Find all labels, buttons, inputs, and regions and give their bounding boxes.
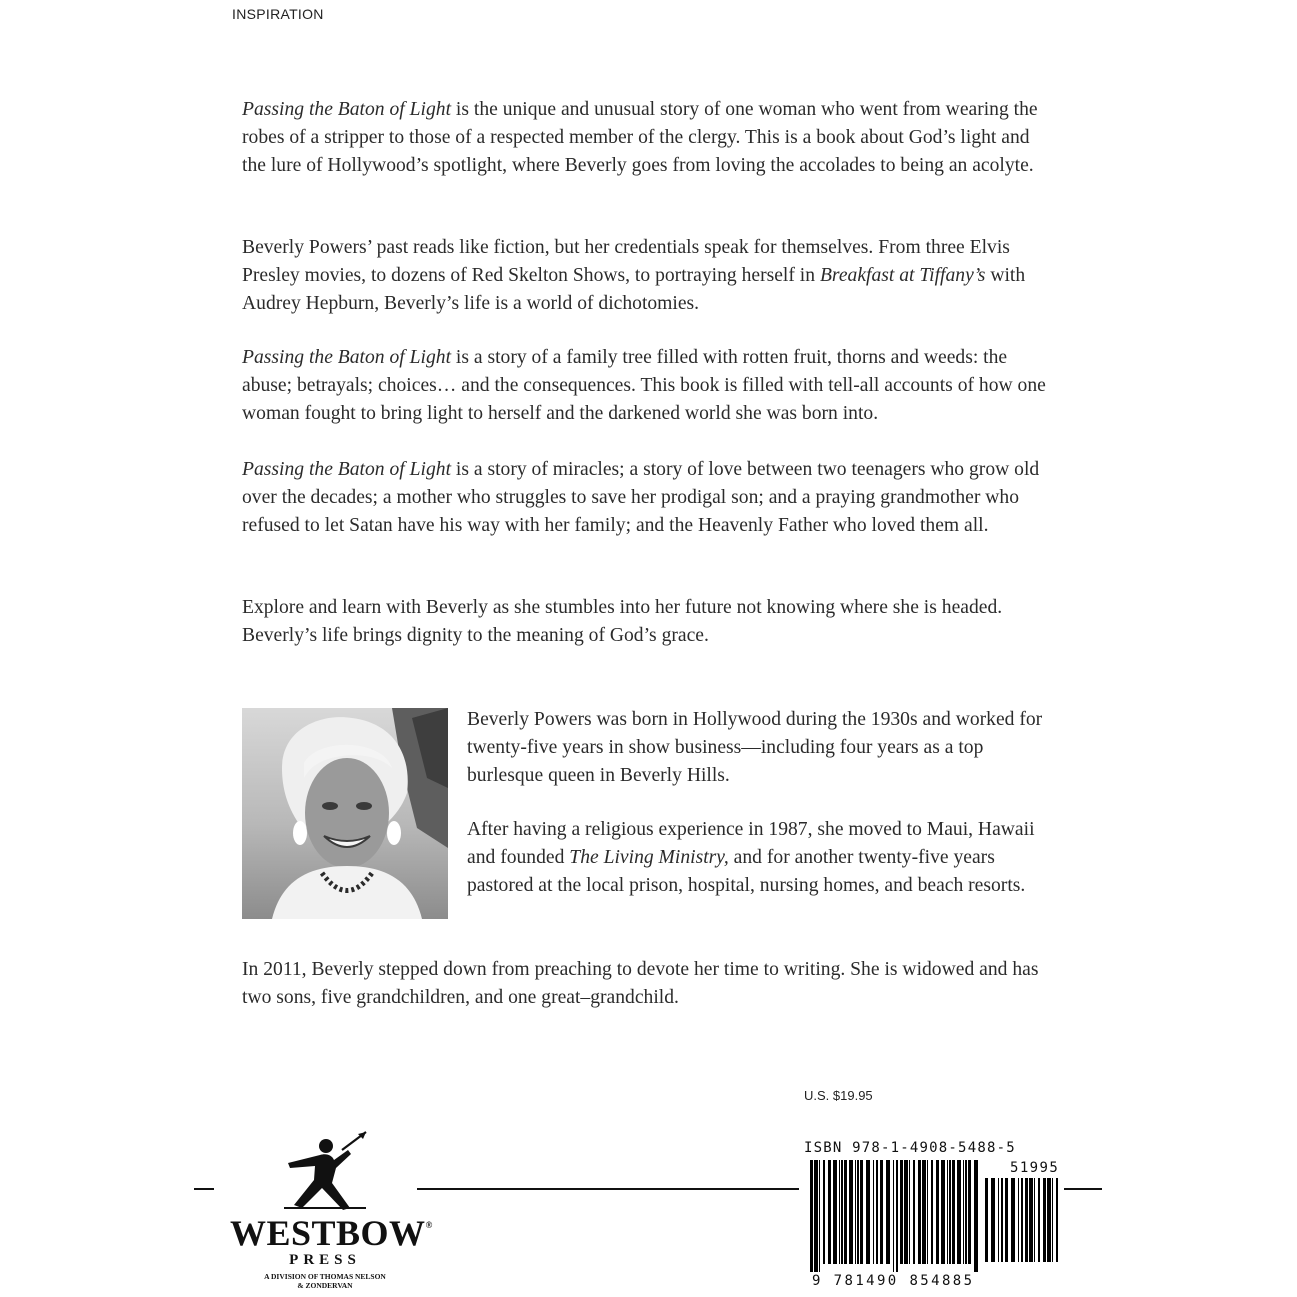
barcode-bar — [918, 1160, 921, 1264]
barcode-bar — [839, 1160, 840, 1264]
price-label: U.S. $19.95 — [804, 1088, 873, 1103]
barcode-bar — [974, 1160, 978, 1272]
barcode-bar — [1047, 1178, 1051, 1262]
barcode-bar — [965, 1160, 967, 1264]
barcode-bar — [952, 1160, 955, 1264]
barcode-bar — [819, 1160, 820, 1272]
barcode-bar — [991, 1178, 995, 1262]
category-label: INSPIRATION — [232, 6, 324, 22]
barcode-bar — [1029, 1178, 1033, 1262]
addon-barcode — [985, 1178, 1059, 1270]
barcode-bar — [1034, 1178, 1035, 1262]
blurb-text: with Audrey Hepburn, Beverly’s life is a world of dichotomies. — [242, 265, 1026, 314]
barcode-bar — [860, 1160, 863, 1264]
barcode-bar — [949, 1160, 951, 1264]
blurb-paragraph-4 — [242, 456, 1057, 540]
blurb-paragraph-5 — [242, 594, 1057, 650]
blurb-text: is a story of miracles; a story of love between two teenagers who grow old over the decades; a mother who struggles to save her prodigal son; and a praying grandmother who refused to let Satan have his way with her family; and the Heavenly Father who loved them all. — [242, 459, 1040, 536]
barcode-bar — [947, 1160, 948, 1264]
barcode-bar — [1056, 1178, 1058, 1262]
barcode-bar — [927, 1160, 928, 1264]
barcode-bar — [810, 1160, 813, 1272]
blurb-text: Explore and learn with Beverly as she stumbles into her future not knowing where she is headed. Beverly’s life brings dignity to the meaning of God’s grace. — [242, 597, 1003, 646]
bio-paragraph-2 — [467, 816, 1059, 900]
isbn-label: ISBN 978-1-4908-5488-5 — [804, 1140, 1016, 1156]
barcode-bar — [913, 1160, 915, 1264]
blurb-text: is the unique and unusual story of one woman who went from wearing the robes of a stripper to those of a respected member of the clergy. This is a book about God’s light and the lure of Hollywood’s spotlight, where Beverly goes from loving the accolades to being an acolyte. — [242, 99, 1038, 176]
division-line-2: & ZONDERVAN — [297, 1281, 353, 1290]
barcode-bar — [814, 1160, 818, 1272]
barcode-bar — [1025, 1178, 1028, 1262]
bio-text: Beverly Powers was born in Hollywood during the 1930s and worked for twenty-five years in show business—including four years as a top burlesque queen in Beverly Hills. — [467, 709, 1043, 786]
barcode-bar — [985, 1178, 988, 1262]
blurb-paragraph-3 — [242, 344, 1057, 428]
barcode-bar — [823, 1160, 825, 1264]
barcode-bar — [1021, 1178, 1023, 1262]
blurb-text: Beverly Powers’ past reads like fiction, but her credentials speak for themselves. From three Elvis Presley movies, to dozens of Red Skelton Shows, to portraying herself in — [242, 237, 1010, 286]
barcode-bar — [857, 1160, 859, 1264]
barcode-bar — [1018, 1178, 1019, 1262]
blurb-paragraph-2 — [242, 234, 1057, 318]
barcode-bar — [855, 1160, 856, 1264]
bio-paragraph-1 — [467, 706, 1059, 790]
barcode-bar — [880, 1160, 883, 1264]
bio-paragraph-3 — [242, 956, 1057, 1012]
book-title-italic: Passing the Baton of Light — [242, 99, 452, 120]
bio-text: and for another twenty-five years pastored at the local prison, hospital, nursing homes, and beach resorts. — [467, 847, 1026, 896]
barcode-bar — [833, 1160, 837, 1264]
barcode-bar — [876, 1160, 878, 1264]
barcode-bar — [1005, 1178, 1008, 1262]
barcode-bar — [936, 1160, 939, 1264]
barcode-bar — [841, 1160, 843, 1264]
barcode-bar — [1038, 1178, 1040, 1262]
barcode-bar — [1043, 1178, 1046, 1262]
film-title-italic: Breakfast at Tiffany’s — [819, 265, 986, 286]
barcode-bar — [866, 1160, 870, 1264]
barcode-bar — [963, 1160, 964, 1264]
blurb-paragraph-1 — [242, 96, 1057, 180]
barcode-bar — [873, 1160, 874, 1264]
barcode-bar — [893, 1160, 894, 1272]
barcode-bar — [896, 1160, 898, 1272]
barcode-bar — [957, 1160, 961, 1264]
divider-rule-left — [194, 1188, 214, 1190]
publisher-name: WESTBOW® — [230, 1213, 433, 1253]
barcode-bar — [1011, 1178, 1015, 1262]
figure-with-arrow-icon — [270, 1128, 380, 1215]
barcode-bar — [968, 1160, 971, 1264]
ean-barcode — [810, 1160, 982, 1272]
ministry-name-italic: The Living Ministry, — [569, 847, 729, 868]
barcode-bar — [886, 1160, 890, 1264]
barcode-bar — [828, 1160, 831, 1264]
barcode-bar — [904, 1160, 908, 1264]
barcode-bar — [844, 1160, 847, 1264]
addon-code: 51995 — [1010, 1160, 1060, 1176]
barcode-digits: 9 781490 854885 — [812, 1273, 975, 1289]
barcode-bar — [1001, 1178, 1003, 1262]
barcode-bar — [922, 1160, 926, 1264]
barcode-bar — [1052, 1178, 1053, 1262]
divider-rule-center — [417, 1188, 799, 1190]
publisher-press: PRESS — [289, 1252, 361, 1268]
barcode-bar — [849, 1160, 853, 1264]
book-title-italic: Passing the Baton of Light — [242, 347, 452, 368]
barcode-bar — [931, 1160, 933, 1264]
barcode-bar — [909, 1160, 910, 1264]
blurb-text: is a story of a family tree filled with rotten fruit, thorns and weeds: the abuse; betrayals; choices… and the consequences. This book is filled with tell-all accounts of how one woman fought to bring light to herself and the darkened world she was born into. — [242, 347, 1046, 424]
division-line-1: A DIVISION OF THOMAS NELSON — [264, 1272, 386, 1281]
bio-text: In 2011, Beverly stepped down from preaching to devote her time to writing. She is widowed and has two sons, five grandchildren, and one great–grandchild. — [242, 959, 1039, 1008]
publisher-division — [225, 1272, 425, 1290]
author-photo — [242, 708, 448, 919]
divider-rule-right — [1064, 1188, 1102, 1190]
barcode-bar — [941, 1160, 945, 1264]
barcode-bar — [998, 1178, 999, 1262]
book-title-italic: Passing the Baton of Light — [242, 459, 452, 480]
barcode-bar — [900, 1160, 903, 1264]
bio-text: After having a religious experience in 1987, she moved to Maui, Hawaii and founded — [467, 819, 1035, 868]
registered-mark: ® — [425, 1220, 433, 1230]
